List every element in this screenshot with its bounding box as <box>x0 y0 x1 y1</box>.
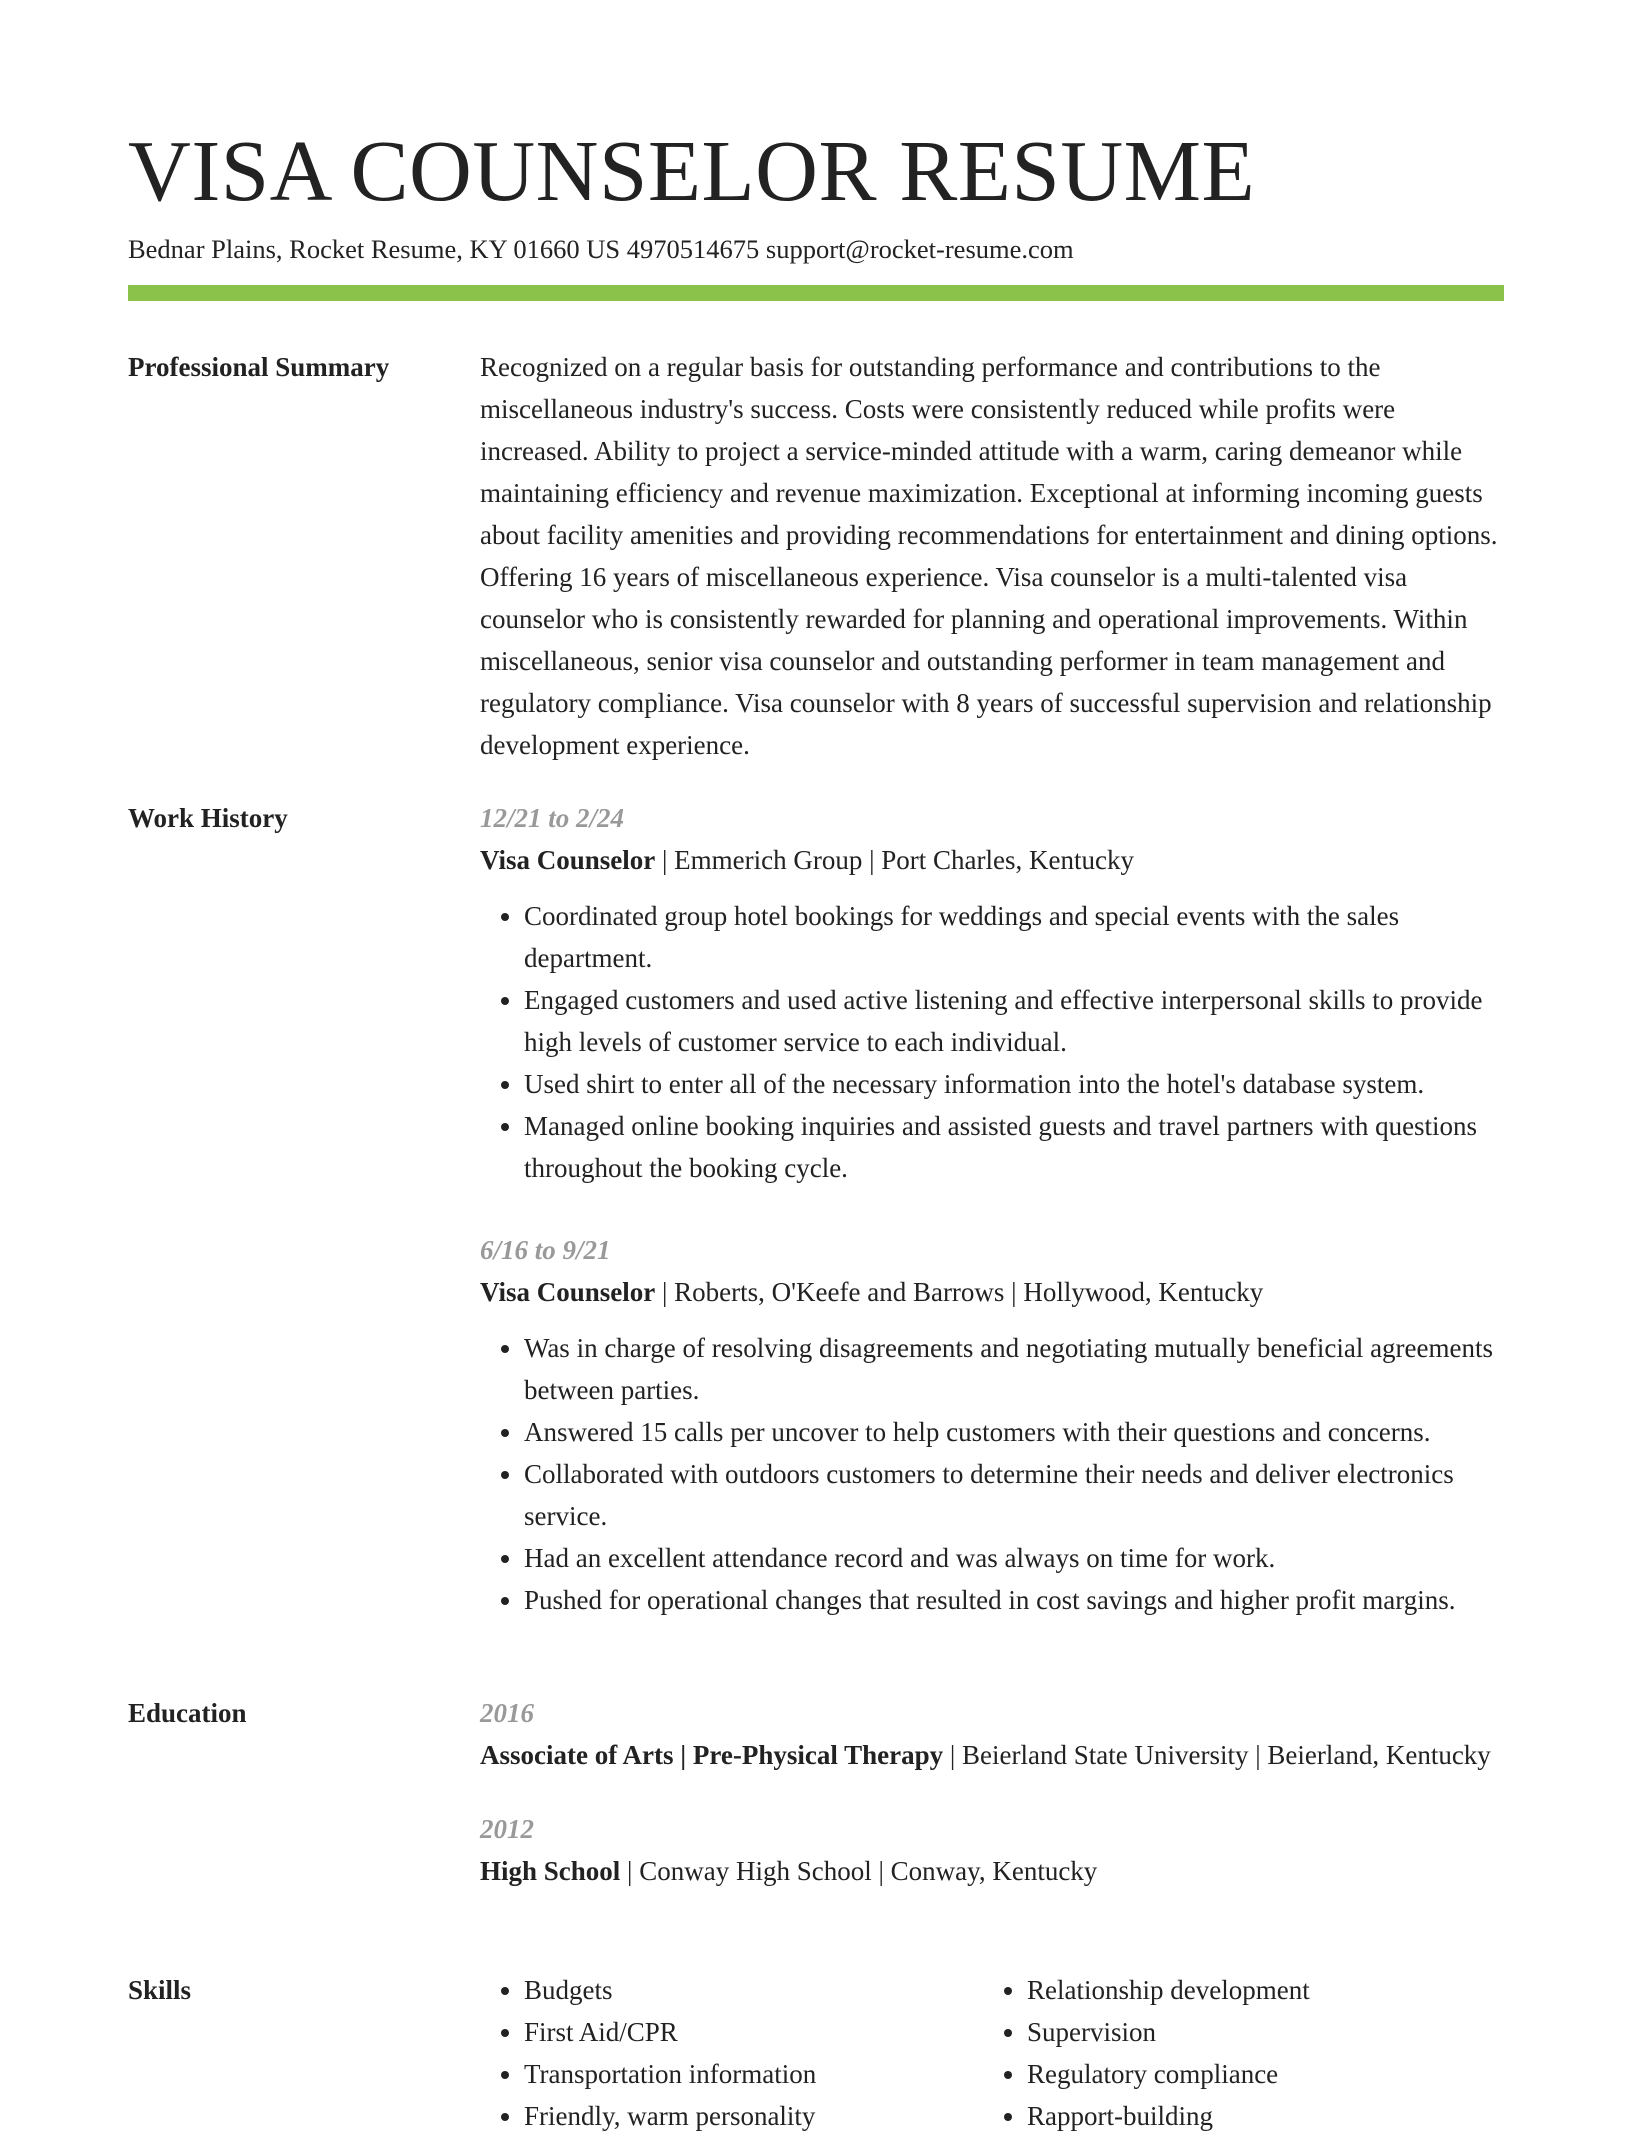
skill-item: • Supervision <box>1027 2011 1310 2053</box>
section-label-work-history: Work History <box>128 803 288 833</box>
job-bullet: • Engaged customers and used active listening and effective interpersonal skills to provide high levels of customer service to each individual. <box>524 979 1504 1063</box>
job-entry <box>480 1229 1504 1621</box>
skill-item: • Relationship development <box>1027 1969 1310 2011</box>
job-title: Visa Counselor <box>480 1277 656 1307</box>
job-details: | Roberts, O'Keefe and Barrows | Hollywood, Kentucky <box>655 1277 1264 1307</box>
education-entry <box>480 1808 1504 1892</box>
job-bullet: • Had an excellent attendance record and was always on time for work. <box>524 1537 1504 1579</box>
skill-item: • Friendly, warm personality <box>524 2095 983 2137</box>
job-heading <box>480 1271 1504 1313</box>
education-degree: High School <box>480 1856 621 1886</box>
job-dates: 6/16 to 9/21 <box>480 1235 611 1265</box>
job-bullets <box>480 895 1504 1189</box>
skill-item: • Budgets <box>524 1969 983 2011</box>
contact-line: Bednar Plains, Rocket Resume, KY 01660 US 4970514675 support@rocket-resume.com <box>128 234 1074 264</box>
job-bullet: • Answered 15 calls per uncover to help customers with their questions and concerns. <box>524 1411 1504 1453</box>
education-year: 2012 <box>480 1814 534 1844</box>
job-title: Visa Counselor <box>480 845 656 875</box>
job-bullet: • Coordinated group hotel bookings for weddings and special events with the sales department. <box>524 895 1504 979</box>
job-bullets <box>480 1327 1504 1621</box>
header-divider <box>128 285 1504 301</box>
education-details: | Beierland State University | Beierland, Kentucky <box>943 1740 1491 1770</box>
job-bullet: • Collaborated with outdoors customers to determine their needs and deliver electronics service. <box>524 1453 1504 1537</box>
summary-content <box>480 346 1504 766</box>
education-content <box>480 1692 1504 1892</box>
skill-item: • Rapport-building <box>1027 2095 1310 2137</box>
job-details: | Emmerich Group | Port Charles, Kentucky <box>655 845 1134 875</box>
section-label-education: Education <box>128 1698 247 1728</box>
skill-item: • First Aid/CPR <box>524 2011 983 2053</box>
education-heading <box>480 1850 1504 1892</box>
section-label-skills: Skills <box>128 1975 192 2005</box>
education-details: | Conway High School | Conway, Kentucky <box>620 1856 1098 1886</box>
skill-item: • Transportation information <box>524 2053 983 2095</box>
education-year: 2016 <box>480 1698 534 1728</box>
resume-title: VISA COUNSELOR RESUME <box>128 122 1256 219</box>
job-bullet: • Managed online booking inquiries and assisted guests and travel partners with questions throughout the booking cycle. <box>524 1105 1504 1189</box>
work-history-content <box>480 797 1504 1661</box>
job-bullet: • Pushed for operational changes that resulted in cost savings and higher profit margins. <box>524 1579 1504 1621</box>
education-entry <box>480 1692 1504 1776</box>
job-entry <box>480 797 1504 1189</box>
section-label-summary: Professional Summary <box>128 352 390 382</box>
summary-text: Recognized on a regular basis for outstanding performance and contributions to the miscellaneous industry's success. Costs were consistently reduced while profits were increased. Ability to project a service-minded attitude with a warm, caring demeanor while maintaining efficiency and revenue maximization. Exceptional at informing incoming guests about facility amenities and providing recommendations for entertainment and dining options. Offering 16 years of miscellaneous experience. Visa counselor is a multi-talented visa counselor who is consistently rewarded for planning and operational improvements. Within miscellaneous, senior visa counselor and outstanding performer in team management and regulatory compliance. Visa counselor with 8 years of successful supervision and relationship development experience. <box>480 352 1498 760</box>
job-bullet: • Was in charge of resolving disagreements and negotiating mutually beneficial agreements between parties. <box>524 1327 1504 1411</box>
job-heading <box>480 839 1504 881</box>
education-degree: Associate of Arts | Pre-Physical Therapy <box>480 1740 944 1770</box>
skill-item: • Regulatory compliance <box>1027 2053 1310 2095</box>
job-bullet: • Used shirt to enter all of the necessary information into the hotel's database system. <box>524 1063 1504 1105</box>
education-heading <box>480 1734 1504 1776</box>
job-dates: 12/21 to 2/24 <box>480 803 625 833</box>
